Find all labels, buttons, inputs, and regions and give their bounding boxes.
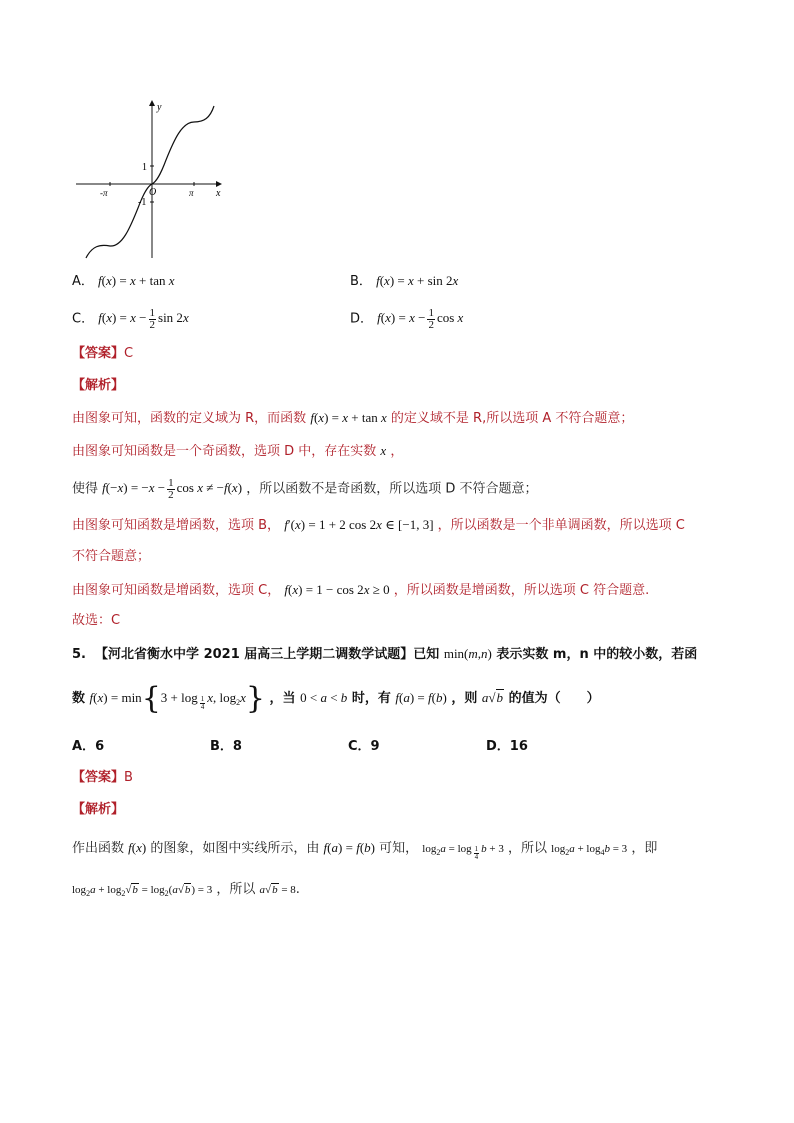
text: 由图象可知函数是一个奇函数，选项 D 中，存在实数 [72,444,377,459]
q4-option-c[interactable] [72,308,189,331]
math-expr: a√b [481,690,504,705]
math-expr: f(x) = min{3 + log $_{\frac{1}{4}}$ x, $\log_2x$} [89,681,266,716]
q5-option-a[interactable] [72,737,104,757]
answer-value: B [124,770,133,785]
q4-analysis-line-7: 故选：C [72,613,121,628]
math-expr: 0 < a < b [300,690,348,705]
text: 由图象可知，函数的定义域为 R，而函数 [72,411,307,426]
text: 可知， [379,841,419,856]
text: ， [390,444,404,459]
x-axis-label: x [216,188,221,199]
option-letter: B． [350,274,372,289]
option-letter: B． [210,739,233,754]
q4-analysis-line-2 [72,441,403,462]
q5-analysis-line-2: $\log_2a + \log_2√b = \log_2(a√b) = 3$ ，所以 a√b = 8. [72,882,300,898]
q4-answer [72,344,133,364]
tick-pi-label: π [189,188,194,198]
text: 由图象可知函数是增函数，选项 B， [72,518,281,533]
text: 已知 [413,647,440,662]
function-graph [72,96,232,262]
q4-option-b[interactable] [350,271,458,292]
text: 使得 [72,481,99,497]
math-expr: x [380,443,387,458]
option-value: 16 [509,739,528,754]
math-expr: f′(x) = 1 + 2 cos 2x ∈ [−1, 3] [284,517,434,532]
option-value: 9 [370,739,380,754]
text: 由图象可知函数是增函数，选项 C， [72,583,281,598]
text: ，即 [631,841,658,856]
tick-one-label: 1 [142,162,147,173]
x-axis-arrow [216,181,222,187]
math-expr: min(m,n) [443,646,492,661]
text: ，则 [451,691,478,706]
q5-option-d[interactable] [486,737,528,757]
q4-analysis-line-6 [72,580,649,601]
tick-neg-one-label: -1 [138,197,147,208]
text: ，当 [269,691,296,706]
q5-question-line-2 [72,681,600,716]
q5-answer [72,768,133,788]
text: ，所以 [507,841,547,856]
q4-analysis-label: 【解析】 [72,378,125,393]
text: 作出函数 [72,841,125,856]
tick-neg-pi-label: -π [100,188,108,198]
q4-analysis-line-4 [72,515,685,536]
text: 的值为（ ） [508,691,600,706]
origin-label: O [149,187,157,198]
q4-analysis-line-1 [72,408,633,429]
text: ，所以函数是一个非单调函数，所以选项 C [437,518,685,533]
math-expr: $\log_2a + \log_4b = 3$ [551,843,628,857]
text: ，所以函数是增函数，所以选项 C 符合题意. [393,583,650,598]
q5-analysis-label: 【解析】 [72,802,125,817]
option-letter: C． [348,739,371,754]
math-expr: $\log_2a + \log_2√b = \log_2(a√b) = 3$ [72,884,213,898]
y-axis-label: y [157,102,162,113]
question-number: 5. [72,647,86,662]
text: 表示实数 m，n 中的较小数，若函 [496,647,698,662]
option-letter: D． [350,311,374,327]
q4-option-a[interactable] [72,271,175,292]
q4-analysis-line-3 [72,478,537,501]
math-expr: $\log_2a = \log$ $_{\frac{1}{4}}$ b + 3 [422,843,504,861]
answer-label: 【答案】 [72,770,125,785]
y-axis-arrow [149,100,155,106]
option-expr: f(x) = x − $\frac{1}{2}$ cos x [377,307,464,331]
option-letter: A． [72,274,94,289]
option-letter: D． [486,739,510,754]
option-value: 6 [95,739,105,754]
text: ，所以 [216,882,256,897]
q5-question-line-1 [72,644,697,665]
text: 的定义域不是 R,所以选项 A 不符合题意； [390,411,634,426]
question-source: 【河北省衡水中学 2021 届高三上学期二调数学试题】 [95,647,414,662]
option-letter: C． [72,311,95,327]
math-expr: f(x) = 1 − cos 2x ≥ 0 [284,582,390,597]
math-expr: f(a) = f(b) [323,840,375,855]
math-expr: f(a) = f(b) [395,690,447,705]
q5-option-b[interactable] [210,737,242,757]
math-expr: a√b = 8 [259,884,296,896]
graph-curve [86,106,214,258]
option-expr: f(x) = x − $\frac{1}{2}$ sin 2x [98,307,189,331]
text: 的图象，如图中实线所示，由 [150,841,320,856]
math-expr: f(x) = x + tan x [310,410,387,425]
answer-value: C [124,346,134,361]
text: 时，有 [351,691,391,706]
option-expr: f(x) = x + sin 2x [376,273,459,288]
text: ，所以函数不是奇函数，所以选项 D 不符合题意； [246,481,538,497]
text: 数 [72,691,86,706]
option-letter: A． [72,739,96,754]
q4-analysis-line-5: 不符合题意； [72,549,151,564]
answer-label: 【答案】 [72,346,125,361]
q5-option-c[interactable] [348,737,380,757]
q5-analysis-line-1 [72,838,657,863]
option-expr: f(x) = x + tan x [98,273,175,288]
q4-option-d[interactable] [350,308,463,331]
math-expr: f(x) [128,840,147,855]
math-expr: f(−x) = −x − $\frac{1}{2}$ cos x ≠ −f(x) [102,477,243,501]
option-value: 8 [232,739,242,754]
